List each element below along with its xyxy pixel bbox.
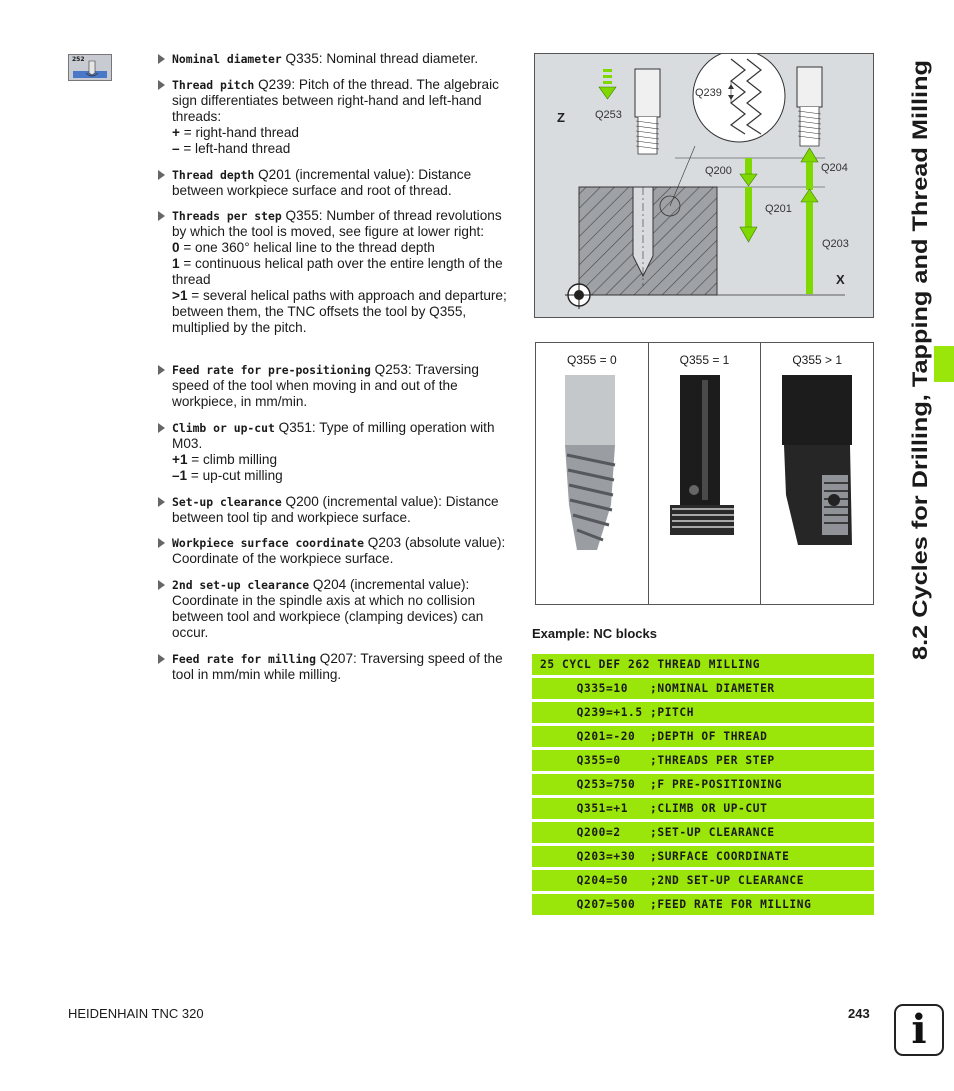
bullet-triangle-icon xyxy=(158,365,165,375)
page-number: 243 xyxy=(848,1006,870,1021)
info-icon: i xyxy=(894,1004,944,1056)
photo-cell-q355-0 xyxy=(536,343,649,604)
thread-milling-figure xyxy=(534,53,874,318)
parameter-description: Q335: Nominal thread diameter. xyxy=(281,51,479,66)
parameter-description: Q204 (incremental value): Coordinate in the spindle axis at which no collision between tool and workpiece (clamping devices) can occur. xyxy=(172,577,484,640)
parameter-option: 1 = continuous helical path over the entire length of the thread xyxy=(172,256,503,287)
thread-milling-diagram xyxy=(535,54,873,317)
nc-block-row: Q204=50 ;2ND SET-UP CLEARANCE xyxy=(532,870,874,891)
bullet-triangle-icon xyxy=(158,497,165,507)
parameter-name: Nominal diameter xyxy=(172,52,282,66)
parameter-option: 0 = one 360° helical line to the thread depth xyxy=(172,240,435,255)
parameter-item xyxy=(158,51,514,67)
threads-per-step-photos xyxy=(535,342,874,605)
photo-caption: Q355 > 1 xyxy=(792,353,843,367)
bullet-triangle-icon xyxy=(158,211,165,221)
nc-block-row: Q201=-20 ;DEPTH OF THREAD xyxy=(532,726,874,747)
bullet-triangle-icon xyxy=(158,423,165,433)
parameter-name: Set-up clearance xyxy=(172,495,282,509)
parameter-description: Q355: Number of thread revolutions by which the tool is moved, see figure at lower right: xyxy=(172,208,502,239)
parameter-option: + = right-hand thread xyxy=(172,125,299,140)
parameter-name: 2nd set-up clearance xyxy=(172,578,310,592)
example-heading: Example: NC blocks xyxy=(532,626,657,641)
parameter-name: Workpiece surface coordinate xyxy=(172,536,365,550)
parameter-item xyxy=(158,494,514,526)
parameter-item xyxy=(158,535,514,567)
bullet-triangle-icon xyxy=(158,538,165,548)
photo-cell-q355-gt1 xyxy=(761,343,873,604)
parameter-option: – = left-hand thread xyxy=(172,141,291,156)
single-thread-cutter-photo xyxy=(537,375,647,565)
parameter-option: >1 = several helical paths with approach and departure; between them, the TNC offsets the tool by Q355, multiplied by the pitch. xyxy=(172,288,507,335)
indexable-thread-mill-photo xyxy=(762,375,872,565)
parameter-description: Q200 (incremental value): Distance between tool tip and workpiece surface. xyxy=(172,494,499,525)
photo-caption: Q355 = 0 xyxy=(566,353,617,367)
nc-block-row: Q203=+30 ;SURFACE COORDINATE xyxy=(532,846,874,867)
label-q200: Q200 xyxy=(705,165,732,177)
cycle-252-softkey-icon xyxy=(68,54,112,81)
axis-x-label: X xyxy=(836,272,845,287)
nc-block-row: Q355=0 ;THREADS PER STEP xyxy=(532,750,874,771)
parameter-description: Q203 (absolute value): Coordinate of the workpiece surface. xyxy=(172,535,506,566)
photo-caption: Q355 = 1 xyxy=(679,353,730,367)
parameter-item xyxy=(158,420,514,484)
dimension-arrow-q200 xyxy=(740,158,757,186)
parameter-name: Threads per step xyxy=(172,209,282,223)
nc-block-row: Q207=500 ;FEED RATE FOR MILLING xyxy=(532,894,874,915)
parameter-item xyxy=(158,208,514,336)
parameter-item xyxy=(158,77,514,157)
bullet-triangle-icon xyxy=(158,54,165,64)
nc-block-row: Q200=2 ;SET-UP CLEARANCE xyxy=(532,822,874,843)
footer-product: HEIDENHAIN TNC 320 xyxy=(68,1006,204,1021)
side-title-text: 8.2 Cycles for Drilling, Tapping and Thread Milling xyxy=(909,162,932,660)
dimension-arrow-q201 xyxy=(740,187,757,242)
nc-block-row: Q335=10 ;NOMINAL DIAMETER xyxy=(532,678,874,699)
axis-z-label: Z xyxy=(557,110,565,125)
dimension-arrow-q203 xyxy=(801,189,818,294)
nc-block-row: Q239=+1.5 ;PITCH xyxy=(532,702,874,723)
parameter-name: Climb or up-cut xyxy=(172,421,275,435)
thread-mill-tool-right xyxy=(797,67,822,107)
parameter-description: Q253: Traversing speed of the tool when moving in and out of the workpiece, in mm/min. xyxy=(172,362,479,409)
parameter-item xyxy=(158,651,514,683)
parameter-item xyxy=(158,167,514,199)
parameter-option: +1 = climb milling xyxy=(172,452,278,467)
dimension-arrow-q204 xyxy=(801,148,818,190)
bullet-triangle-icon xyxy=(158,170,165,180)
label-q239: Q239 xyxy=(695,87,722,99)
bullet-triangle-icon xyxy=(158,80,165,90)
thread-mill-photo xyxy=(650,375,760,565)
parameter-description: Q201 (incremental value): Distance between workpiece surface and root of thread. xyxy=(172,167,472,198)
label-q203: Q203 xyxy=(822,238,849,250)
parameter-item xyxy=(158,362,514,410)
thread-milling-icon xyxy=(69,55,111,80)
parameter-description: Q351: Type of milling operation with M03. xyxy=(172,420,495,451)
nc-block-row: 25 CYCL DEF 262 THREAD MILLING xyxy=(532,654,874,675)
parameter-name: Feed rate for pre-positioning xyxy=(172,363,371,377)
nc-block-row: Q253=750 ;F PRE-POSITIONING xyxy=(532,774,874,795)
nc-program-listing xyxy=(532,654,874,918)
bullet-triangle-icon xyxy=(158,580,165,590)
cycle-number: 252 xyxy=(72,56,85,63)
bullet-triangle-icon xyxy=(158,654,165,664)
parameter-item xyxy=(158,577,514,641)
parameter-description: Q207: Traversing speed of the tool in mm/min while milling. xyxy=(172,651,503,682)
feed-arrow-q253 xyxy=(599,69,616,99)
label-q201: Q201 xyxy=(765,203,792,215)
photo-cell-q355-1 xyxy=(649,343,762,604)
parameter-name: Feed rate for milling xyxy=(172,652,317,666)
nc-block-row: Q351=+1 ;CLIMB OR UP-CUT xyxy=(532,798,874,819)
label-q204: Q204 xyxy=(821,162,848,174)
chapter-side-title xyxy=(882,30,942,670)
parameter-name: Thread pitch xyxy=(172,78,255,92)
thread-mill-tool-left xyxy=(635,69,660,117)
label-q253: Q253 xyxy=(595,109,622,121)
parameter-option: –1 = up-cut milling xyxy=(172,468,283,483)
parameter-name: Thread depth xyxy=(172,168,255,182)
parameter-description: Q239: Pitch of the thread. The algebraic sign differentiates between right-hand and left-hand threads: xyxy=(172,77,499,124)
